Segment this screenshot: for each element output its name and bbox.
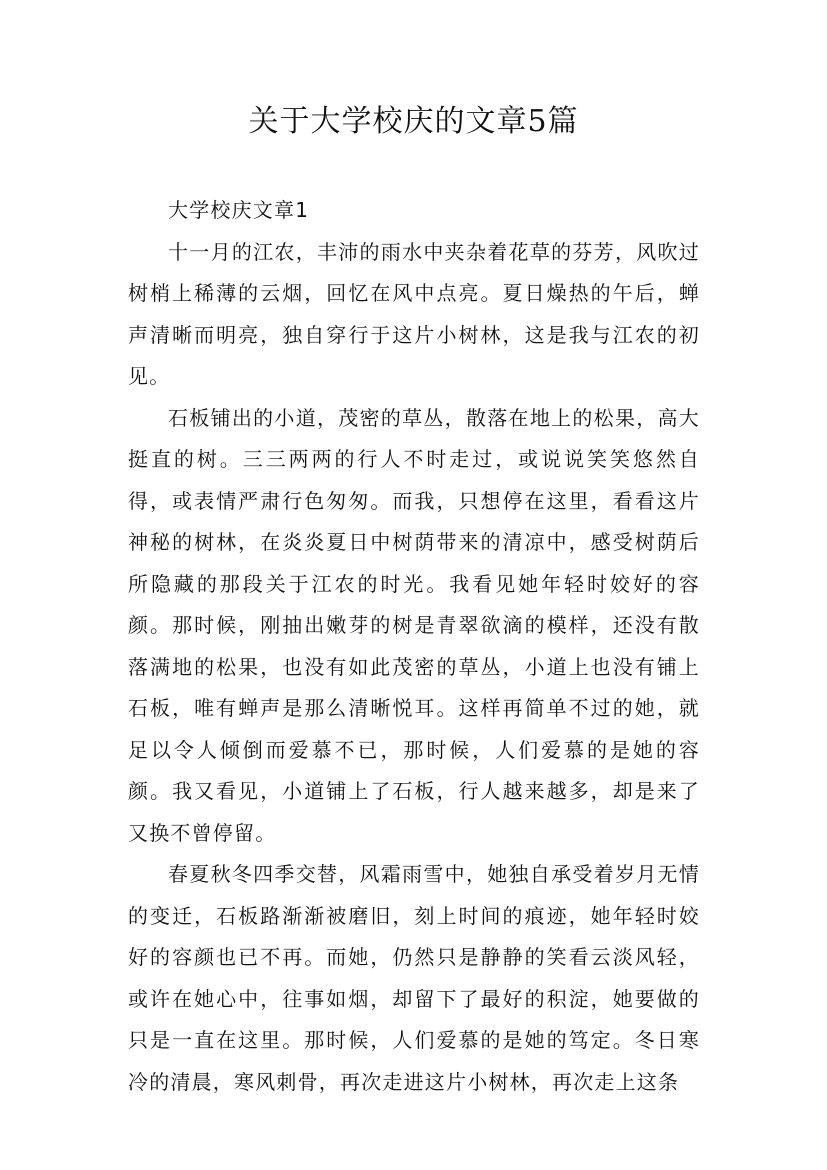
paragraph-2: 石板铺出的小道，茂密的草丛，散落在地上的松果，高大挺直的树。三三两两的行人不时走过，或说说笑笑悠然自得，或表情严肃行色匆匆。而我，只想停在这里，看看这片神秘的树林，在炎炎夏日中树荫带来的清凉中，感受树荫后所隐藏的那段关于江农的时光。我看见她年轻时姣好的容颜。那时候，刚抽出嫩芽的树是青翠欲滴的模样，还没有散落满地的松果，也没有如此茂密的草丛，小道上也没有铺上石板，唯有蝉声是那么清晰悦耳。这样再简单不过的她，就足以令人倾倒而爱慕不已，那时候，人们爱慕的是她的容颜。我又看见，小道铺上了石板，行人越来越多，却是来了又换不曾停留。 bbox=[128, 405, 700, 845]
section-heading: 大学校庆文章1 bbox=[168, 198, 310, 222]
paragraph-1: 十一月的江农，丰沛的雨水中夹杂着花草的芬芳，风吹过树梢上稀薄的云烟，回忆在风中点亮。夏日燥热的午后，蝉声清晰而明亮，独自穿行于这片小树林，这是我与江农的初见。 bbox=[128, 239, 700, 388]
document-title: 关于大学校庆的文章5篇 bbox=[248, 104, 579, 139]
paragraph-3: 春夏秋冬四季交替，风霜雨雪中，她独自承受着岁月无情的变迁，石板路渐渐被磨旧，刻上时间的痕迹，她年轻时姣好的容颜也已不再。而她，仍然只是静静的笑看云淡风轻，或许在她心中，往事如烟，却留下了最好的积淀，她要做的只是一直在这里。那时候，人们爱慕的是她的笃定。冬日寒冷的清晨，寒风刺骨，再次走进这片小树林，再次走上这条 bbox=[128, 862, 700, 1094]
document-body bbox=[128, 190, 700, 1103]
